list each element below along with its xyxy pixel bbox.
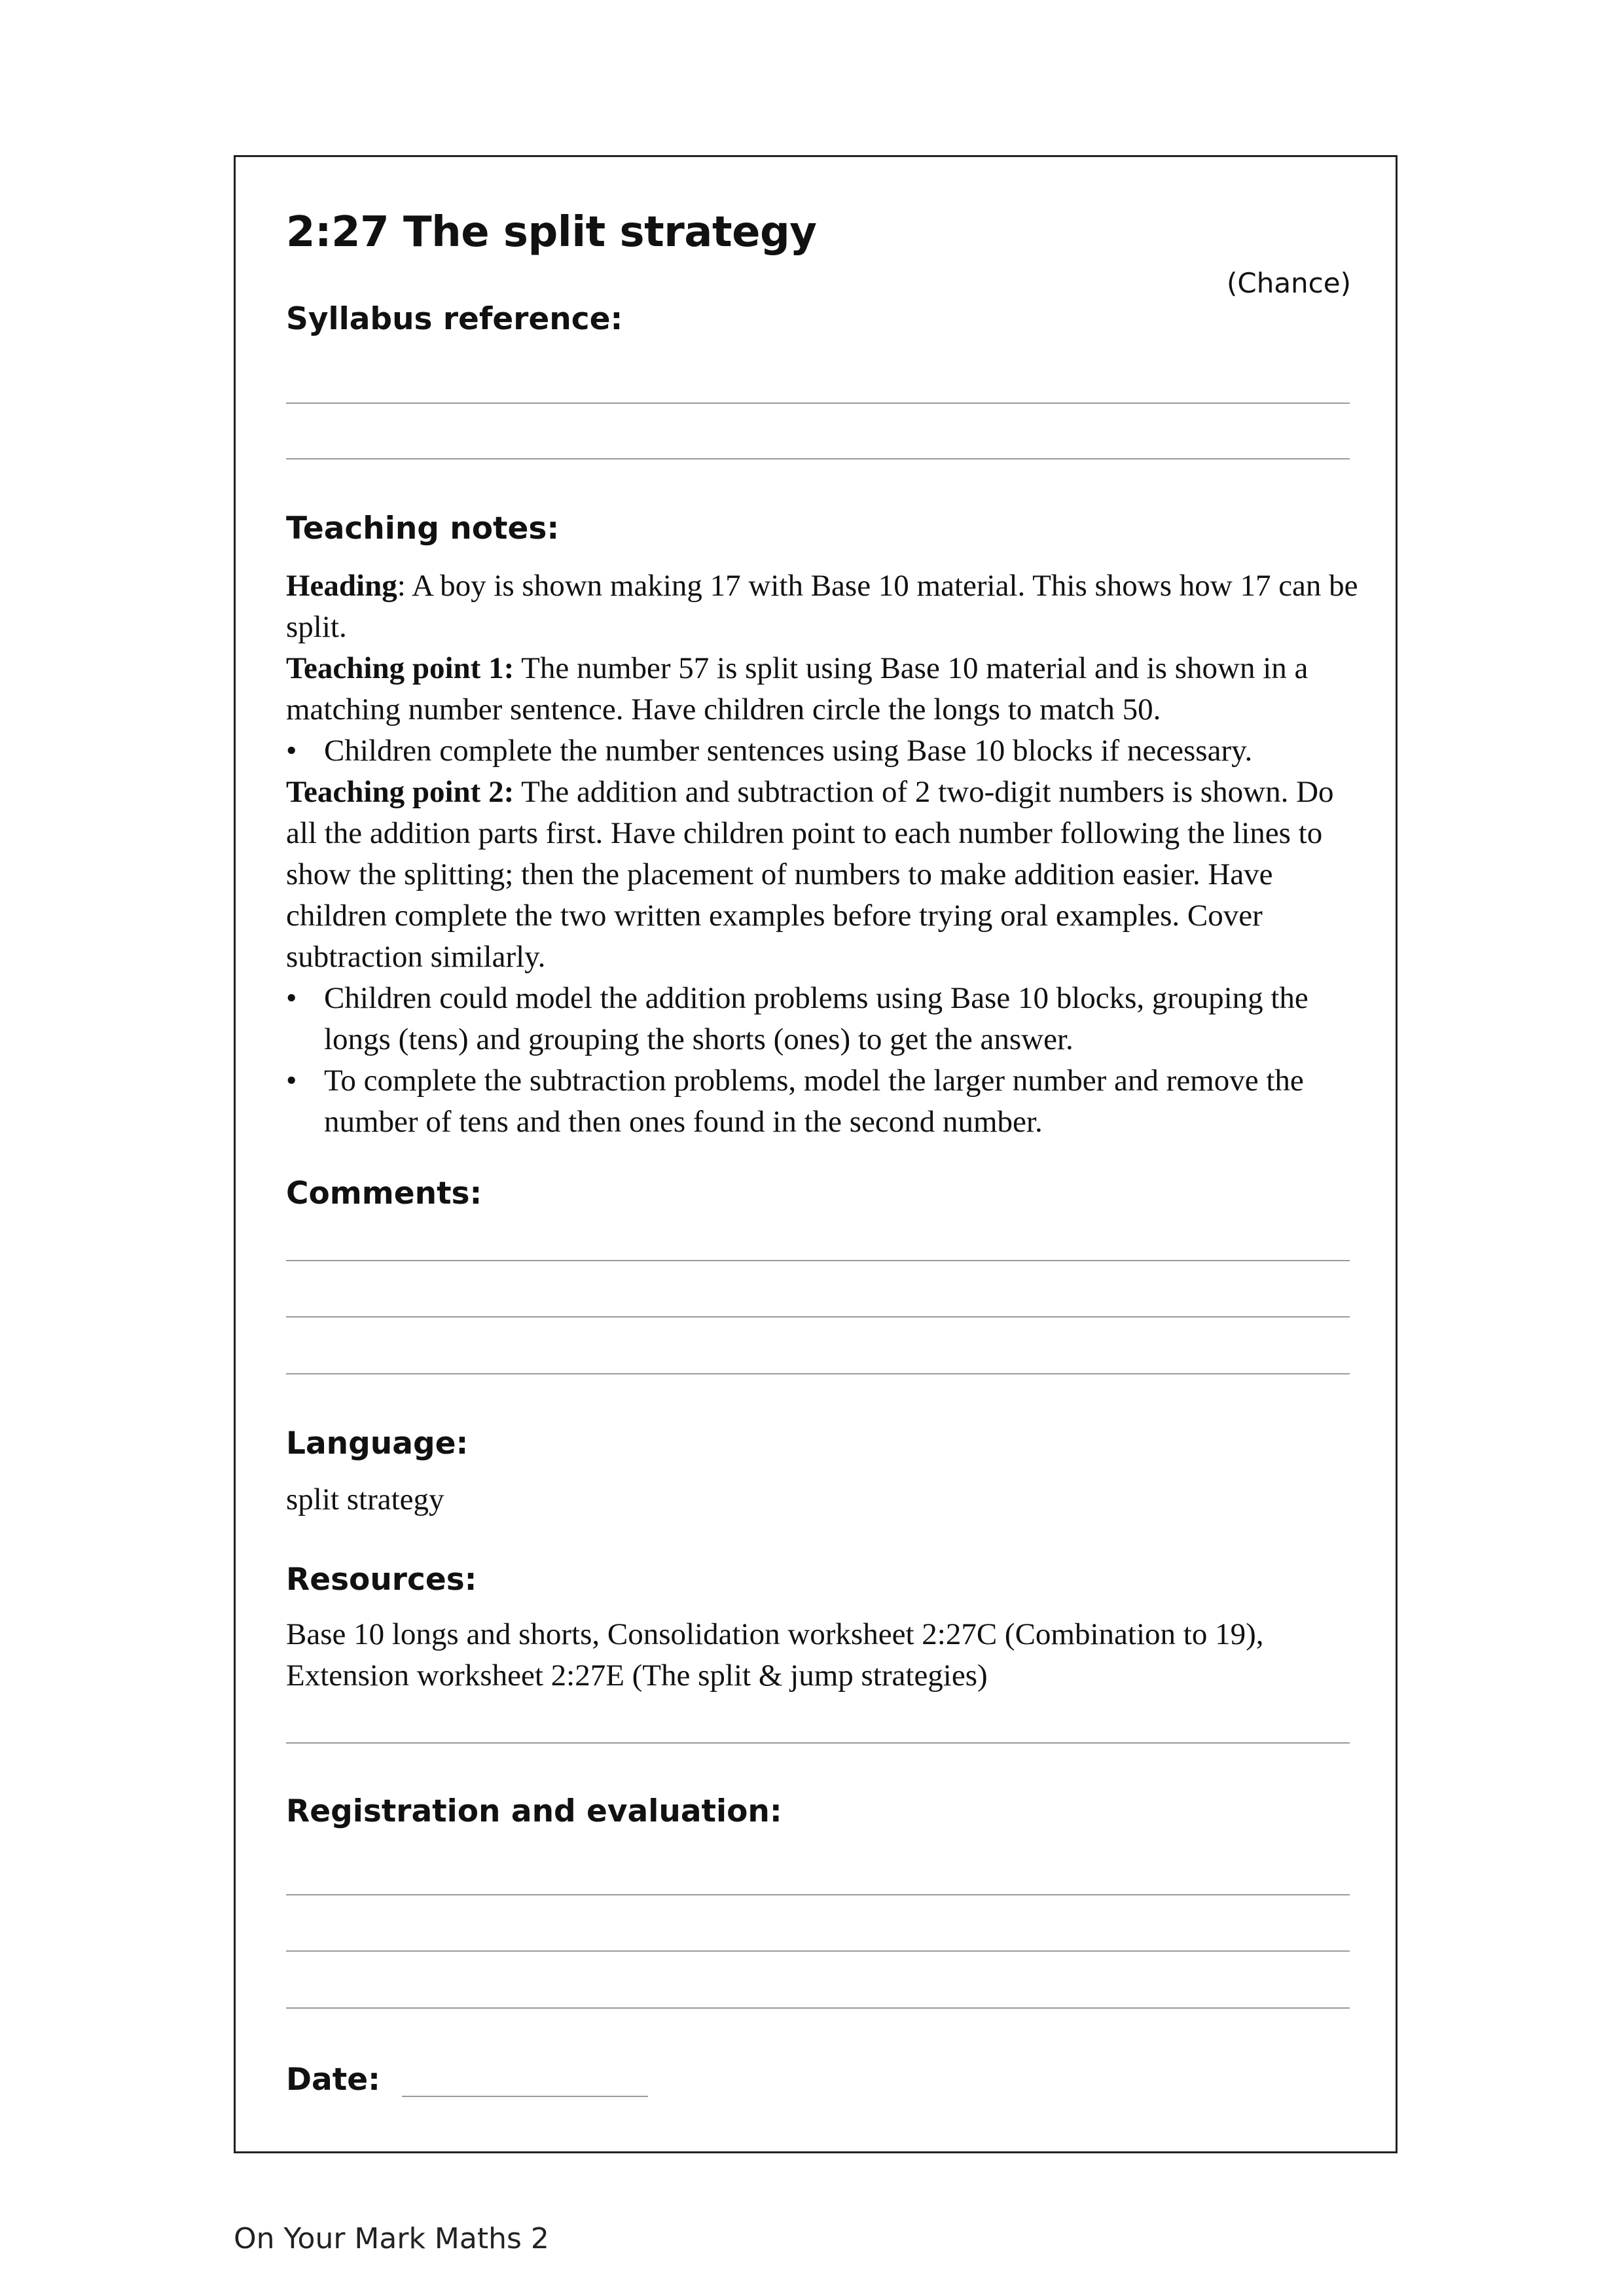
resources-text: Base 10 longs and shorts, Consolidation worksheet 2:27C (Combination to 19), Extension worksheet 2:27E (The split & jump strategies) bbox=[286, 1617, 1264, 1693]
registration-line-1 bbox=[286, 1894, 1350, 1895]
language-heading: Language: bbox=[286, 1426, 469, 1462]
bullet-icon: • bbox=[286, 734, 297, 768]
bullet-text: To complete the subtraction problems, model the larger number and remove the number of tens and then ones found in the second number. bbox=[324, 1064, 1304, 1139]
resources-line bbox=[286, 1742, 1350, 1744]
teaching-point-1-text: The number 57 is split using Base 10 material and is shown in a matching number sentence. Have children circle the longs to match 50. bbox=[286, 651, 1308, 726]
teaching-point-2-label: Teaching point 2: bbox=[286, 775, 514, 809]
teaching-notes-body bbox=[286, 565, 1360, 1143]
syllabus-heading: Syllabus reference: bbox=[286, 301, 623, 337]
teaching-notes-heading: Teaching notes: bbox=[286, 511, 560, 547]
heading-note bbox=[286, 565, 1360, 648]
heading-note-text: : A boy is shown making 17 with Base 10 material. This shows how 17 can be split. bbox=[286, 569, 1358, 644]
teaching-point-1-label: Teaching point 1: bbox=[286, 651, 514, 685]
date-label: Date: bbox=[286, 2062, 380, 2098]
page-frame bbox=[234, 155, 1398, 2153]
teaching-point-2 bbox=[286, 772, 1360, 978]
teaching-point-2-bullet-2 bbox=[286, 1060, 1360, 1143]
teaching-point-1 bbox=[286, 648, 1360, 730]
footer-text: On Your Mark Maths 2 bbox=[234, 2222, 549, 2255]
registration-heading: Registration and evaluation: bbox=[286, 1793, 782, 1829]
syllabus-line-1 bbox=[286, 403, 1350, 404]
teaching-point-2-bullet-1 bbox=[286, 978, 1360, 1060]
bullet-text: Children complete the number sentences using Base 10 blocks if necessary. bbox=[324, 734, 1253, 768]
comments-line-3 bbox=[286, 1373, 1350, 1374]
syllabus-line-2 bbox=[286, 458, 1350, 459]
date-line bbox=[402, 2096, 648, 2097]
language-text: split strategy bbox=[286, 1482, 444, 1516]
teaching-point-2-text: The addition and subtraction of 2 two-digit numbers is shown. Do all the addition parts first. Have children point to each number following the lines to show the splitting; then the placement of numbers to make addition easier. Have children complete the two written examples before trying oral examples. Cover subtraction similarly. bbox=[286, 775, 1334, 974]
strand-label: (Chance) bbox=[1226, 267, 1351, 299]
comments-line-1 bbox=[286, 1260, 1350, 1261]
heading-note-label: Heading bbox=[286, 569, 397, 603]
registration-line-3 bbox=[286, 2007, 1350, 2009]
bullet-icon: • bbox=[286, 1064, 297, 1098]
teaching-point-1-bullet bbox=[286, 730, 1360, 772]
comments-line-2 bbox=[286, 1316, 1350, 1318]
resources-heading: Resources: bbox=[286, 1562, 477, 1598]
page-title: 2:27 The split strategy bbox=[286, 208, 817, 257]
bullet-icon: • bbox=[286, 981, 297, 1015]
comments-heading: Comments: bbox=[286, 1175, 482, 1211]
registration-line-2 bbox=[286, 1950, 1350, 1952]
bullet-text: Children could model the addition problems using Base 10 blocks, grouping the longs (tens) and grouping the shorts (ones) to get the answer. bbox=[324, 981, 1308, 1056]
